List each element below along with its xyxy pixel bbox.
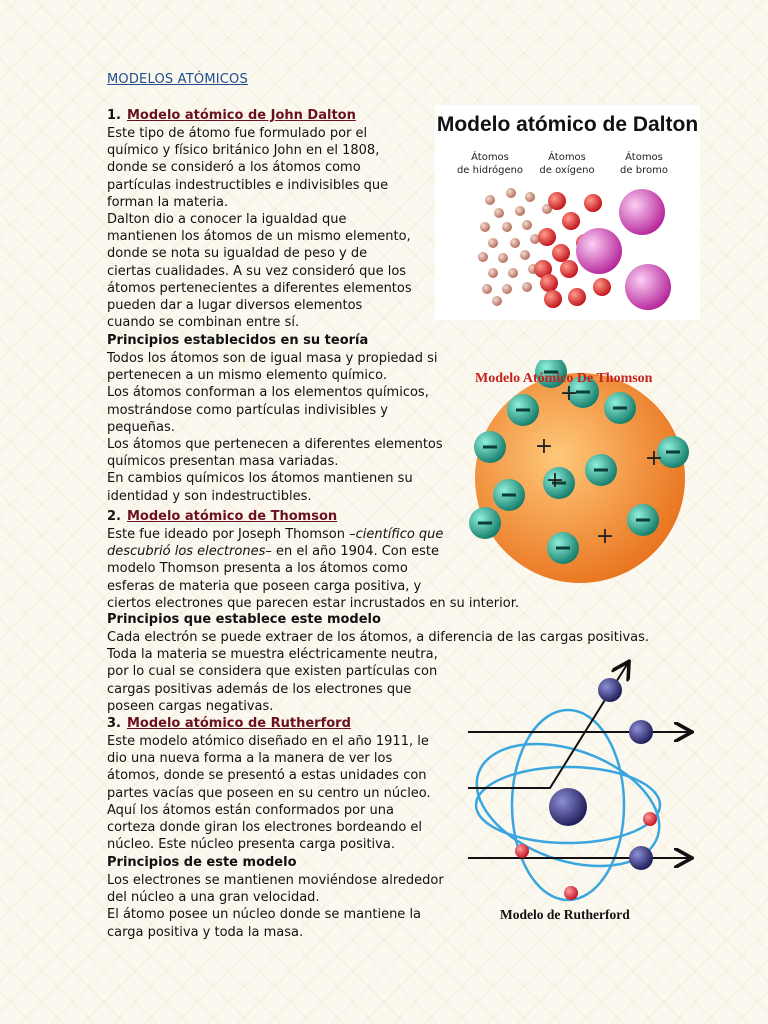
minus-sign	[483, 446, 497, 449]
hydrogen-atom	[502, 222, 512, 232]
italic-run: descubrió los electrones	[107, 544, 266, 560]
text-line: Aquí los átomos están conformados por una	[107, 802, 394, 818]
text-line: Cada electrón se puede extraer de los átomos, a diferencia de las cargas positivas.	[107, 630, 650, 645]
hydrogen-atom	[482, 284, 492, 294]
text-line: Los electrones se mantienen moviéndose alrededor	[107, 873, 444, 888]
section-3-heading	[107, 716, 351, 731]
rutherford-principles-heading: Principios de este modelo	[107, 855, 297, 870]
hydrogen-atom	[492, 296, 502, 306]
oxygen-atom	[540, 274, 558, 292]
nucleus	[549, 788, 587, 826]
section-title: Modelo atómico de Rutherford	[126, 716, 351, 731]
text-line: del núcleo a una gran velocidad.	[107, 890, 320, 906]
text-line	[107, 543, 519, 560]
dalton-principles	[107, 350, 443, 505]
thomson-figure	[465, 360, 695, 585]
plus-sign: +	[559, 381, 579, 406]
plus-sign: +	[644, 446, 664, 471]
text-line: ciertos electrones que parecen estar incrustados en su interior.	[107, 595, 519, 611]
text-line: químicos presentan masa variadas.	[107, 454, 339, 470]
text-line: En cambios químicos los átomos mantienen su	[107, 471, 413, 487]
hydrogen-atom	[502, 284, 512, 294]
hydrogen-atom	[510, 238, 520, 248]
label-line: Átomos	[471, 152, 509, 163]
section-2-heading	[107, 509, 337, 524]
text-line: donde se consideró a los átomos como	[107, 160, 361, 176]
oxygen-atom	[560, 260, 578, 278]
text-line: Los átomos conforman a los elementos químicos,	[107, 385, 429, 401]
text-line: pertenecen a un mismo elemento químico.	[107, 368, 388, 384]
hydrogen-atom	[485, 195, 495, 205]
text-line: pueden dar a lugar diversos elementos	[107, 298, 363, 314]
oxygen-atom	[593, 278, 611, 296]
italic-run: científico que	[355, 527, 444, 542]
dalton-principles-heading: Principios establecidos en su teoría	[107, 333, 369, 348]
text-line: Este tipo de átomo fue formulado por el	[107, 126, 368, 141]
alpha-particle	[598, 678, 622, 702]
section-1-heading	[107, 108, 356, 123]
bromine-atom	[576, 228, 622, 274]
label-line: de oxígeno	[539, 165, 595, 176]
section-title: Modelo atómico de Thomson	[126, 509, 338, 524]
text-line: donde se nota su igualdad de peso y de	[107, 246, 368, 262]
minus-sign	[502, 494, 516, 497]
dalton-figure	[435, 105, 700, 320]
thomson-description	[107, 526, 519, 612]
text-line: Este modelo atómico diseñado en el año 1911, le	[107, 734, 429, 749]
oxygen-atom	[568, 288, 586, 306]
oxygen-atom	[552, 244, 570, 262]
dalton-atoms	[435, 105, 700, 320]
rutherford-atom	[468, 655, 698, 905]
text-line: Los átomos que pertenecen a diferentes elementos	[107, 437, 443, 453]
text-line: modelo Thomson presenta a los átomos como	[107, 561, 408, 577]
section-number: 3.	[107, 716, 121, 731]
text-line: esferas de materia que poseen carga positiva, y	[107, 578, 422, 594]
figure-title: Modelo Atómico De Thomson	[475, 371, 653, 386]
rutherford-principles	[107, 872, 444, 941]
text-line: mostrándose como partículas indivisibles y	[107, 402, 389, 418]
text-line: cuando se combinan entre sí.	[107, 315, 300, 331]
minus-sign	[478, 522, 492, 525]
oxygen-atom	[544, 290, 562, 308]
oxygen-atom	[538, 228, 556, 246]
text-line: poseen cargas negativas.	[107, 698, 274, 714]
electron	[643, 812, 657, 826]
hydrogen-atom	[508, 268, 518, 278]
minus-sign	[594, 469, 608, 472]
thomson-principles-heading: Principios que establece este modelo	[107, 612, 381, 627]
text-line: ciertas cualidades. A su vez consideró que los	[107, 263, 407, 279]
alpha-particle	[629, 720, 653, 744]
text-line: dio una nueva forma a la manera de ver los	[107, 751, 393, 767]
hydrogen-atom	[480, 222, 490, 232]
text-line: Toda la materia se muestra eléctricamente neutra,	[107, 647, 438, 663]
hydrogen-atom	[506, 188, 516, 198]
hydrogen-atom	[522, 282, 532, 292]
text-line: partes vacías que poseen en su centro un núcleo.	[107, 785, 431, 801]
section-number: 2.	[107, 509, 121, 524]
label-line: de bromo	[620, 165, 668, 176]
thomson-atom	[465, 360, 695, 585]
label-line: Átomos	[548, 152, 586, 163]
text-line: núcleo. Este núcleo presenta carga positiva.	[107, 837, 395, 853]
electron	[515, 844, 529, 858]
text-line: pequeñas.	[107, 419, 175, 435]
section-number: 1.	[107, 108, 121, 123]
text-line: por lo cual se considera que existen partículas con	[107, 664, 438, 680]
text-run: – en el año 1904. Con este	[265, 544, 439, 560]
minus-sign	[666, 451, 680, 454]
text-line: cargas positivas además de los electrones que	[107, 681, 412, 697]
hydrogen-atom	[498, 253, 508, 263]
page-title: MODELOS ATÓMICOS	[107, 72, 248, 87]
plus-sign: +	[534, 434, 554, 459]
figure-title: Modelo de Rutherford	[500, 907, 630, 922]
bromine-atom	[625, 264, 671, 310]
plus-sign: +	[545, 468, 565, 493]
text-line: Todos los átomos son de igual masa y propiedad si	[107, 351, 438, 366]
hydrogen-atom	[488, 238, 498, 248]
minus-sign	[636, 519, 650, 522]
hydrogen-atom	[525, 192, 535, 202]
electron	[564, 886, 578, 900]
text-line: átomos, donde se presentó a estas unidades con	[107, 768, 427, 784]
minus-sign	[556, 547, 570, 550]
text-line: partículas indestructibles e indivisibles que	[107, 177, 389, 193]
text-run: Este fue ideado por Joseph Thomson –	[107, 527, 356, 542]
hydrogen-atom	[488, 268, 498, 278]
text-line: químico y físico británico John en el 1808,	[107, 143, 380, 159]
dalton-description	[107, 125, 412, 331]
hydrogen-atom	[520, 250, 530, 260]
text-line: átomos pertenecientes a diferentes elementos	[107, 280, 412, 296]
rutherford-description	[107, 733, 431, 853]
oxygen-atom	[548, 192, 566, 210]
text-line	[107, 526, 519, 543]
text-line: Dalton dio a conocer la igualdad que	[107, 212, 347, 228]
text-line: identidad y son indestructibles.	[107, 488, 312, 504]
text-line: El átomo posee un núcleo donde se mantiene la	[107, 907, 422, 923]
text-line: carga positiva y toda la masa.	[107, 924, 304, 940]
text-line: corteza donde giran los electrones bordeando el	[107, 820, 423, 836]
plus-sign: +	[595, 524, 615, 549]
text-line: mantienen los átomos de un mismo elemento,	[107, 229, 411, 245]
bromine-atom	[619, 189, 665, 235]
oxygen-atom	[562, 212, 580, 230]
rutherford-figure	[468, 655, 698, 930]
label-line: Átomos	[625, 152, 663, 163]
section-title: Modelo atómico de John Dalton	[126, 108, 356, 123]
hydrogen-atom	[522, 220, 532, 230]
oxygen-atom	[584, 194, 602, 212]
alpha-particle	[629, 846, 653, 870]
hydrogen-atom	[494, 208, 504, 218]
hydrogen-atom	[478, 252, 488, 262]
hydrogen-atom	[515, 206, 525, 216]
text-line: forman la materia.	[107, 194, 229, 210]
minus-sign	[516, 409, 530, 412]
figure-title: Modelo atómico de Dalton	[436, 113, 699, 136]
minus-sign	[613, 407, 627, 410]
label-line: de hidrógeno	[456, 165, 524, 176]
